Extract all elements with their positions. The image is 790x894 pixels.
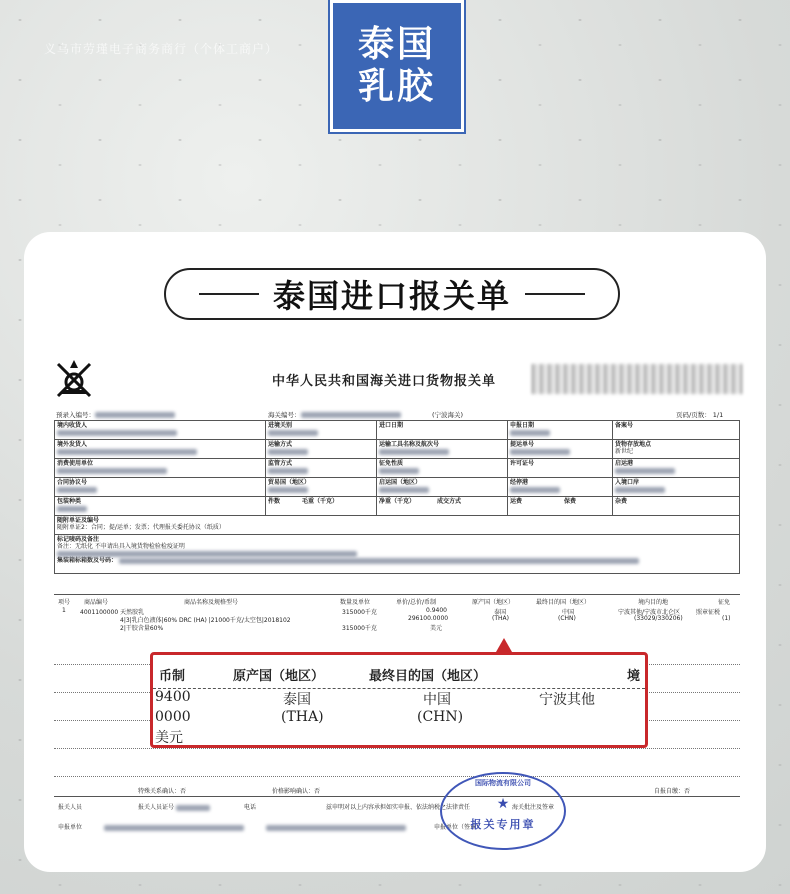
- dotted-line: [54, 776, 740, 777]
- goods-spec: 4|3|乳白色液体|60% DRC (HA) |21000千克/太空包|2018102: [120, 617, 291, 624]
- grid-cell: 入境口岸: [613, 478, 740, 497]
- special-relation: 特殊关系确认：否: [138, 788, 187, 795]
- highlight-header-destination: 最终目的国（地区）: [369, 669, 487, 684]
- document-title: 中华人民共和国海关进口货物报关单: [272, 374, 497, 389]
- grid-cell: 提运单号: [508, 440, 613, 459]
- goods-col-domestic: 境内目的地: [638, 599, 669, 606]
- highlight-price: 9400: [155, 689, 191, 705]
- highlight-currency: 美元: [155, 730, 183, 746]
- customs-no: 海关编号：: [268, 410, 401, 419]
- highlight-header-origin: 原产国（地区）: [233, 669, 325, 684]
- marks-remarks: 标记唛码及备注 备注：无纸化 不申请出具入境货物检验检疫证明 集装箱标箱数及号码：: [55, 535, 740, 574]
- grid-cell: 杂费: [613, 497, 740, 516]
- grid-cell: 境内收货人: [55, 421, 266, 440]
- callout-arrow: [496, 638, 512, 652]
- highlight-header-domestic: 境: [627, 669, 641, 684]
- goods-spec-2: 2|干胶含量60%: [120, 625, 164, 632]
- highlight-destination: 中国: [423, 692, 451, 708]
- grid-cell: 进口日期: [377, 421, 508, 440]
- grid-cell: 申报日期: [508, 421, 613, 440]
- grid-cell: 运输方式: [266, 440, 377, 459]
- declarant-label: 报关人员: [58, 804, 83, 811]
- badge-line-1: 泰国: [357, 24, 436, 65]
- goods-col-hs: 商品编号: [84, 599, 109, 606]
- highlight-header-currency: 币制: [159, 669, 186, 684]
- goods-domestic: 宁波其他/宁波市北仑区: [618, 609, 681, 616]
- page-count: 页码/页数： 1/1: [676, 411, 724, 419]
- goods-col-item: 项号: [58, 599, 71, 606]
- goods-exemption: 照章征税: [696, 609, 721, 616]
- highlight-domestic: 宁波其他: [539, 692, 595, 708]
- price-influence: 价格影响确认：否: [272, 788, 321, 795]
- grid-cell: 消费使用单位: [55, 459, 266, 478]
- grid-cell: 净重（千克） 成交方式: [377, 497, 508, 516]
- grid-cell: 进境关别: [266, 421, 377, 440]
- grid-cell: 件数 毛重（千克）: [266, 497, 377, 516]
- highlight-total: 0000: [155, 709, 191, 725]
- declarant-cert-label: 报关人员证号: [138, 802, 210, 811]
- goods-total-price: 296100.0000: [408, 615, 449, 622]
- grid-cell: 监管方式: [266, 459, 377, 478]
- phone-label: 电话: [244, 804, 257, 811]
- customs-declaration-document: [54, 350, 740, 840]
- grid-cell: 包装种类: [55, 497, 266, 516]
- goods-origin-code: (THA): [492, 615, 509, 622]
- barcode: [532, 364, 742, 394]
- dotted-line: [54, 748, 740, 749]
- customs-remarks-label: 海关批注及签章: [512, 804, 555, 811]
- declare-unit-label: 申报单位: [58, 822, 406, 831]
- title-dash-left: [199, 293, 259, 295]
- declare-unit-seal: 申报单位（签章）: [434, 824, 483, 831]
- star-icon: ★: [496, 796, 510, 812]
- grid-cell: 运费 保费: [508, 497, 613, 516]
- grid-cell: 贸易国（地区）: [266, 478, 377, 497]
- goods-qty-1: 315000千克: [342, 609, 377, 616]
- title-dash-right: [525, 293, 585, 295]
- customs-seal-stamp: [440, 772, 566, 850]
- badge-line-2: 乳胶: [357, 66, 436, 107]
- self-pay: 自报自缴：否: [654, 788, 691, 795]
- highlight-origin-code: (THA): [281, 709, 324, 725]
- product-badge: [330, 0, 464, 132]
- grid-cell: 备案号: [613, 421, 740, 440]
- goods-col-price: 单价/总价/币制: [396, 599, 437, 606]
- goods-col-origin: 原产国（地区）: [472, 599, 515, 606]
- goods-destination: 中国: [562, 609, 575, 616]
- highlight-origin: 泰国: [283, 692, 311, 708]
- declaration-grid: [54, 420, 740, 574]
- goods-qty-2: 315000千克: [342, 625, 377, 632]
- grid-cell: 启运国（地区）: [377, 478, 508, 497]
- goods-col-dest: 最终目的国（地区）: [536, 599, 591, 606]
- section-title: [164, 268, 620, 320]
- highlight-destination-code: (CHN): [417, 709, 464, 725]
- goods-hs-code: 4001100000 天然胶乳: [80, 609, 145, 616]
- goods-item-no: 1: [62, 607, 66, 614]
- highlight-callout: [150, 652, 648, 748]
- pre-entry-no: 预录入编号：: [56, 410, 175, 419]
- shop-name-watermark: 义乌市劳瑾电子商务商行（个体工商户）: [44, 42, 279, 56]
- goods-col-name: 商品名称及规格型号: [184, 599, 239, 606]
- grid-cell: 合同协议号: [55, 478, 266, 497]
- goods-domestic-code: (33029/330206): [634, 615, 683, 622]
- stamp-rim-text: 国际物流有限公司: [475, 779, 531, 787]
- goods-section: [54, 594, 740, 632]
- section-title-text: 泰国进口报关单: [272, 277, 511, 315]
- customs-office: (宁波海关): [432, 411, 464, 419]
- customs-emblem-icon: [54, 358, 94, 400]
- goods-destination-code: (CHN): [558, 615, 576, 622]
- footer-divider: [54, 796, 740, 797]
- goods-col-qty: 数量及单位: [340, 599, 371, 606]
- grid-cell: 境外发货人: [55, 440, 266, 459]
- grid-cell: 运输工具名称及航次号: [377, 440, 508, 459]
- goods-origin: 泰国: [494, 609, 507, 616]
- grid-cell: 启运港: [613, 459, 740, 478]
- goods-exemption-code: (1): [722, 615, 731, 622]
- stamp-center-text: 报关专用章: [470, 818, 536, 831]
- goods-currency: 美元: [430, 625, 443, 632]
- grid-cell: 货物存放地点 新世纪: [613, 440, 740, 459]
- grid-cell: 征免性质: [377, 459, 508, 478]
- goods-col-exempt: 征免: [718, 599, 731, 606]
- attached-docs: 随附单证及编号 随附单证2：合同；提/运单；发票；代理报关委托协议（纸质）: [55, 516, 740, 535]
- grid-cell: 经停港: [508, 478, 613, 497]
- goods-unit-price: 0.9400: [426, 607, 447, 614]
- grid-cell: 许可证号: [508, 459, 613, 478]
- declaration-text: 兹申明对以上内容承担如实申报、依法纳税之法律责任: [326, 804, 471, 811]
